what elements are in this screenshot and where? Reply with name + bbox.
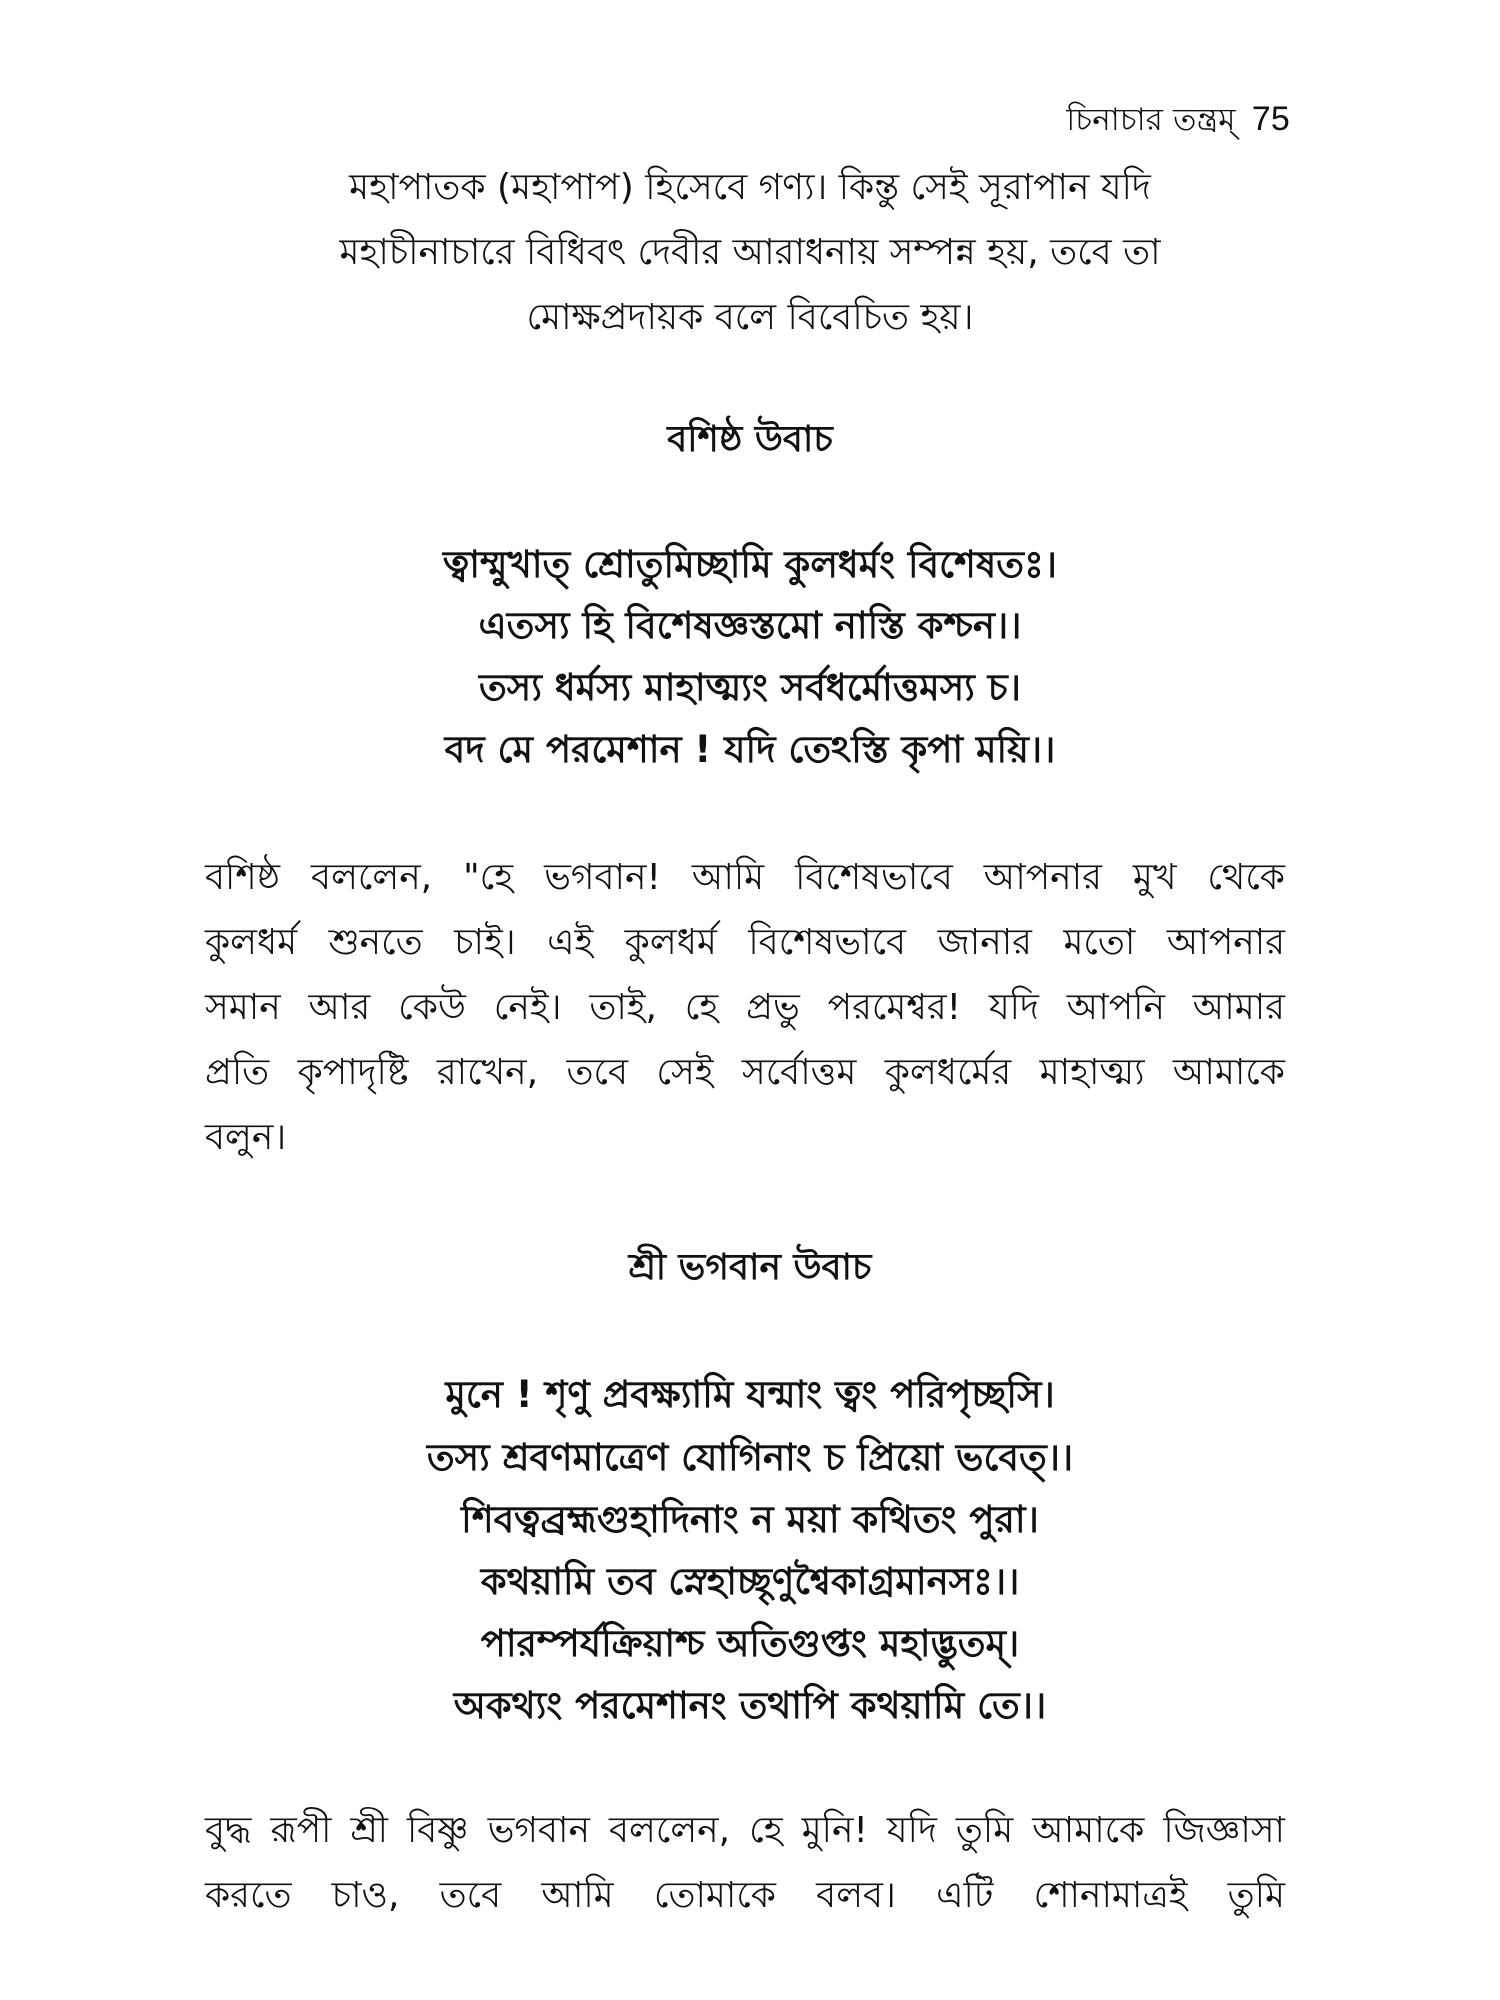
translation-line: সমান আর কেউ নেই। তাই, হে প্রভু পরমেশ্বর! যদি আপনি আমার (205, 987, 1285, 1028)
section-heading: শ্রী ভগবান উবাচ (628, 1247, 872, 1288)
book-title: চিনাচার তন্ত্রম্ (1066, 102, 1236, 138)
intro-line: মোক্ষপ্রদায়ক বলে বিবেচিত হয়। (526, 297, 974, 338)
verse-line: ত্বাম্মুখাত্ শ্রোতুমিচ্ছামি কুলধর্মং বিশেষতঃ। (442, 543, 1058, 586)
verse-line: অকথ্যং পরমেশানং তথাপি কথয়ামি তে।। (453, 1684, 1047, 1727)
verse-line: এতস্য হি বিশেষজ্ঞস্তমো নাস্তি কশ্চন।। (478, 604, 1022, 647)
translation-line: কুলধর্ম শুনতে চাই। এই কুলধর্ম বিশেষভাবে জানার মতো আপনার (205, 922, 1285, 963)
verse-line: শিবত্বব্রহ্মগুহাদিনাং ন ময়া কথিতং পুরা। (461, 1498, 1039, 1541)
verse-line: মুনে ! শৃণু প্রবক্ষ্যামি যন্মাং ত্বং পরিপৃচ্ছসি। (445, 1373, 1055, 1416)
verse-line: পারম্পর্যক্রিয়াশ্চ অতিগুপ্তং মহাদ্ভুতম্। (480, 1622, 1020, 1665)
translation-line: প্রতি কৃপাদৃষ্টি রাখেন, তবে সেই সর্বোত্তম কুলধর্মের মাহাত্ম্য আমাকে (205, 1052, 1285, 1093)
intro-line: মহাপাতক (মহাপাপ) হিসেবে গণ্য। কিন্তু সেই সূরাপান যদি (349, 167, 1151, 208)
page-header (1066, 96, 1290, 148)
translation-line: বশিষ্ঠ বললেন, "হে ভগবান! আমি বিশেষভাবে আপনার মুখ থেকে (205, 857, 1285, 898)
section-heading: বশিষ্ঠ উবাচ (667, 419, 833, 460)
translation-line: করতে চাও, তবে আমি তোমাকে বলব। এটি শোনামাত্রই তুমি (205, 1875, 1285, 1916)
verse-line: বদ মে পরমেশান ! যদি তেঽস্তি কৃপা ময়ি।। (444, 728, 1056, 771)
intro-line: মহাচীনাচারে বিধিবৎ দেবীর আরাধনায় সম্পন্ন হয়, তবে তা (339, 232, 1161, 273)
translation-line: বলুন। (205, 1117, 287, 1158)
translation-line: বুদ্ধ রূপী শ্রী বিষ্ণু ভগবান বললেন, হে মুনি! যদি তুমি আমাকে জিজ্ঞাসা (205, 1810, 1285, 1851)
verse-line: কথয়ামি তব স্নেহাচ্ছৃণুশ্বৈকাগ্রমানসঃ।। (480, 1560, 1020, 1603)
verse-line: তস্য ধর্মস্য মাহাত্ম্যং সর্বধর্মোত্তমস্য চ। (479, 666, 1021, 709)
page-number: 75 (1251, 100, 1290, 138)
verse-line: তস্য শ্রবণমাত্রেণ যোগিনাং চ প্রিয়ো ভবেত্।। (426, 1436, 1074, 1479)
